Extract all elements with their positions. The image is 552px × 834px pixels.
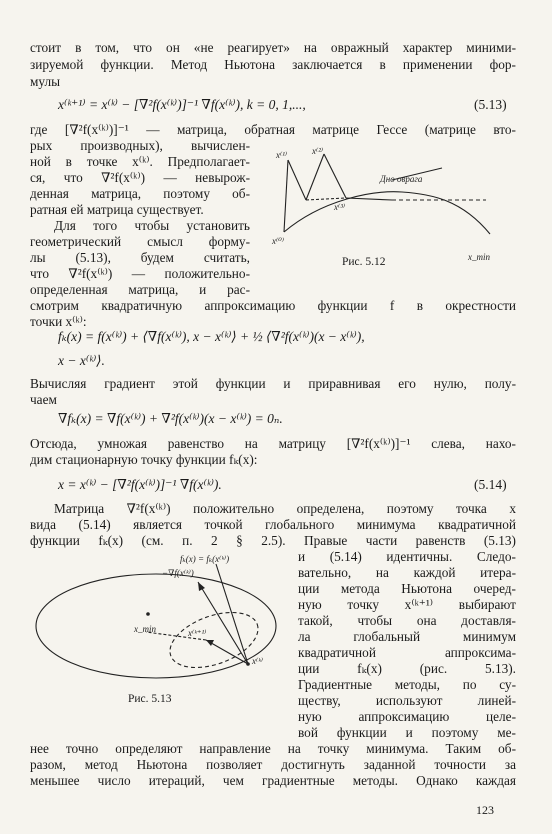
body-line: ратная ей матрица существует.: [30, 202, 204, 217]
body-line: ла глобальный минимум: [298, 629, 516, 644]
body-line: дим стационарную точку функции fₖ(x):: [30, 452, 258, 467]
body-line: точки x⁽ᵏ⁾:: [30, 314, 87, 329]
neg-gradient-arrow: [198, 582, 248, 664]
body-line: геометрический смысл форму-: [30, 234, 250, 249]
body-line: разом, метод Ньютона позволяет достигнуть заданной точности за: [30, 757, 516, 772]
body-line: такой, чтобы она доставля-: [298, 613, 516, 628]
body-line: смотрим квадратичную аппроксимацию функции f в окрестности: [30, 298, 516, 313]
body-line: лы (5.13), будем считать,: [30, 250, 250, 265]
figure-5-13: [30, 552, 294, 686]
equation-number: (5.13): [474, 97, 507, 112]
body-line: где [∇²f(x⁽ᵏ⁾)]⁻¹ — матрица, обратная матрице Гессе (матрице вто-: [30, 122, 516, 137]
valley-bottom-curve: [284, 192, 490, 234]
body-line: вательно, на каждой итера-: [298, 565, 516, 580]
body-line: ную точку x⁽ᵏ⁺¹⁾ выбирают: [298, 597, 516, 612]
equation-gradient: ∇fₖ(x) = ∇f(x⁽ᵏ⁾) + ∇²f(x⁽ᵏ⁾)(x − x⁽ᵏ⁾) = 0ₙ.: [58, 411, 283, 426]
figure-5-12: [262, 140, 518, 276]
body-line: зируемой функции. Метод Ньютона заключается в применении фор-: [30, 57, 516, 72]
fig-label-xmin: x_min: [468, 252, 490, 262]
arrowhead: [206, 640, 214, 646]
fig-label-xmin: x_min: [134, 624, 156, 634]
fig-label-x2: x⁽²⁾: [312, 146, 324, 156]
body-line: ной в точке x⁽ᵏ⁾. Предполагает-: [30, 154, 250, 169]
body-line: чаем: [30, 392, 57, 407]
equation-5-13: x⁽ᵏ⁺¹⁾ = x⁽ᵏ⁾ − [∇²f(x⁽ᵏ⁾)]⁻¹ ∇f(x⁽ᵏ⁾), k = 0, 1,...,: [58, 97, 306, 112]
fig-label-level: fₖ(x) = fₖ(x⁽ᵏ⁾): [180, 554, 230, 564]
equation-5-14: x = x⁽ᵏ⁾ − [∇²f(x⁽ᵏ⁾)]⁻¹ ∇f(x⁽ᵏ⁾).: [58, 477, 222, 492]
body-line: мулы: [30, 74, 61, 89]
step-line: [306, 154, 324, 200]
body-line: ся, что ∇²f(x⁽ᵏ⁾) — невырож-: [30, 170, 250, 185]
fig-label-neg-grad: −∇f(x⁽ᵏ⁾): [162, 568, 194, 578]
step-line: [324, 154, 346, 198]
body-line: и (5.14) идентичны. Следо-: [298, 549, 516, 564]
step-line: [346, 198, 392, 200]
body-line: денная матрица, поэтому об-: [30, 186, 250, 201]
body-line: рых производных), вычислен-: [30, 138, 250, 153]
fig-label-xk1: x⁽ᵏ⁺¹⁾: [188, 628, 207, 638]
body-line: ции fₖ(x) (рис. 5.13).: [298, 661, 516, 676]
body-line: вой функции и поэтому ме-: [298, 725, 516, 740]
fig-label-valley-bottom: Дно оврага: [380, 174, 423, 184]
fig-label-x1: x⁽¹⁾: [276, 150, 288, 160]
body-line: Вычисляя градиент этой функции и приравнивая его нулю, полу-: [30, 376, 516, 391]
step-line: [306, 198, 346, 200]
fig-label-xk: x⁽ᵏ⁾: [252, 656, 263, 666]
step-line: [288, 160, 306, 200]
min-point: [146, 612, 150, 616]
page-number: 123: [476, 803, 494, 817]
fig-label-x0: x⁽⁰⁾: [272, 236, 285, 246]
arrowhead: [198, 582, 205, 591]
body-line: функции fₖ(x) (см. п. 2 § 2.5). Правые части равенств (5.13): [30, 533, 516, 548]
body-line: квадратичной аппроксима-: [298, 645, 516, 660]
figure-caption: Рис. 5.13: [128, 693, 172, 705]
body-line: определенная матрица, и рас-: [30, 282, 250, 297]
figure-caption: Рис. 5.12: [342, 256, 386, 268]
fig-label-x3: x⁽³⁾: [334, 202, 346, 212]
body-line: Отсюда, умножая равенство на матрицу [∇²f(x⁽ᵏ⁾)]⁻¹ слева, нахо-: [30, 436, 516, 451]
body-line: ществу, используют линей-: [298, 693, 516, 708]
body-line: меньшее число итераций, чем градиентные методы. Однако каждая: [30, 773, 516, 788]
step-line: [284, 160, 288, 232]
current-point: [246, 662, 250, 666]
body-line: нее точно определяют направление на точку минимума. Таким об-: [30, 741, 516, 756]
body-line: что ∇²f(x⁽ᵏ⁾) — положительно-: [30, 266, 250, 281]
body-line: ции метода Ньютона очеред-: [298, 581, 516, 596]
body-line: вида (5.14) является точкой глобального минимума квадратичной: [30, 517, 516, 532]
body-line: стоит в том, что он «не реагирует» на овражный характер миними-: [30, 40, 516, 55]
equation-number: (5.14): [474, 477, 507, 492]
body-line: Матрица ∇²f(x⁽ᵏ⁾) положительно определена, поэтому точка x: [54, 501, 516, 516]
level-curve-f: [36, 574, 276, 678]
body-line: Для того чтобы установить: [54, 218, 250, 233]
body-line: Градиентные методы, по су-: [298, 677, 516, 692]
equation-approx-continued: x − x⁽ᵏ⁾⟩.: [58, 353, 105, 368]
body-line: ную аппроксимацию целе-: [298, 709, 516, 724]
equation-approx: fₖ(x) = f(x⁽ᵏ⁾) + ⟨∇f(x⁽ᵏ⁾), x − x⁽ᵏ⁾⟩ + ½ ⟨∇²f(x⁽ᵏ⁾)(x − x⁽ᵏ⁾),: [58, 329, 365, 344]
